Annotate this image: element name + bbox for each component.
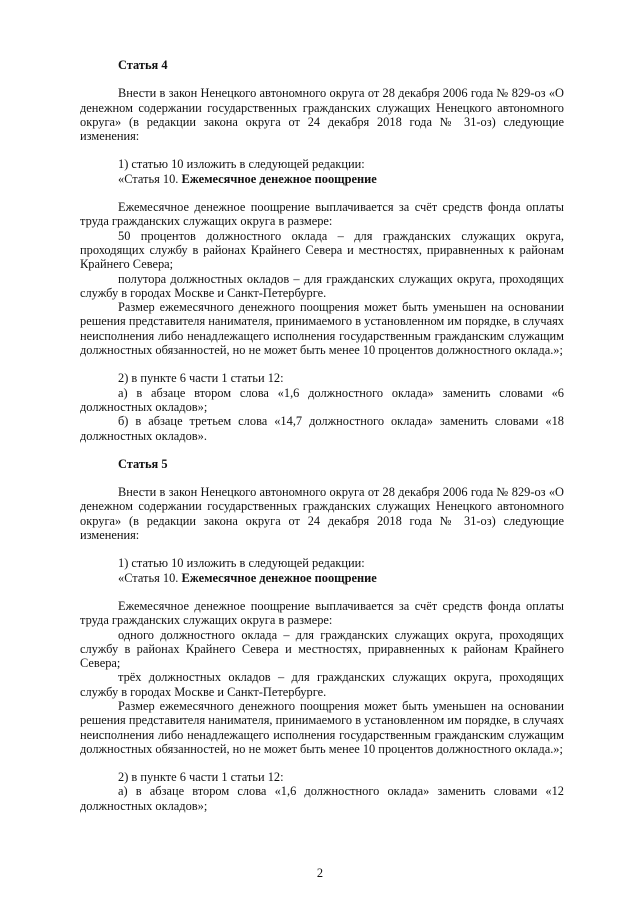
article-5-item-2a: а) в абзаце втором слова «1,6 должностного оклада» заменить словами «12 должностных окладов»; [80,784,564,813]
article-4-paragraph-1: Ежемесячное денежное поощрение выплачивается за счёт средств фонда оплаты труда гражданских служащих округа в размере: [80,200,564,229]
article-4-item-2a: а) в абзаце втором слова «1,6 должностного оклада» заменить словами «6 должностных окладов»; [80,385,564,414]
article-5-paragraph-1: Ежемесячное денежное поощрение выплачивается за счёт средств фонда оплаты труда гражданских служащих округа в размере: [80,598,564,628]
article-4-item-1: 1) статью 10 изложить в следующей редакции: [118,157,365,172]
article-4-title: Статья 4 [118,58,168,72]
article-4-quote-heading [80,172,564,186]
quote-prefix: «Статья 10. [118,171,182,186]
article-4-paragraph-4: Размер ежемесячного денежного поощрения может быть уменьшен на основании решения представителя нанимателя, принимаемого в установленном им порядке, в случаях неисполнения либо ненадлежащего исполнения государственным гражданским служащим должностных обязанностей, но не может быть менее 10 процентов должностного оклада.»; [80,300,564,358]
article-4-intro: Внести в закон Ненецкого автономного округа от 28 декабря 2006 года № 829-оз «О денежном содержании государственных гражданских служащих Ненецкого автономного округа» (в редакции закона округа от 24 декабря 2018 года № 31-оз) следующие изменения: [80,86,564,144]
article-4-paragraph-3: полутора должностных окладов – для гражданских служащих округа, проходящих службу в городах Москве и Санкт-Петербурге. [80,271,564,300]
document-page [80,58,564,813]
article-5-item-2: 2) в пункте 6 части 1 статьи 12: [118,770,284,785]
page-number: 2 [316,866,324,880]
article-4-item-2b: б) в абзаце третьем слова «14,7 должностного оклада» заменить словами «18 должностных окладов». [80,414,564,443]
article-4-paragraph-2: 50 процентов должностного оклада – для гражданских служащих округа, проходящих службу в районах Крайнего Севера и местностях, приравненных к районам Крайнего Севера; [80,228,564,272]
article-5-quote-heading [80,571,564,585]
article-5-item-1: 1) статью 10 изложить в следующей редакции: [118,556,365,571]
article-5-paragraph-2: одного должностного оклада – для гражданских служащих округа, проходящих службу в районах Крайнего Севера и местностях, приравненных к районам Крайнего Севера; [80,627,564,671]
article-5-paragraph-3: трёх должностных окладов – для гражданских служащих округа, проходящих службу в городах Москве и Санкт-Петербурге. [80,670,564,699]
article-5-intro: Внести в закон Ненецкого автономного округа от 28 декабря 2006 года № 829-оз «О денежном содержании государственных гражданских служащих Ненецкого автономного округа» (в редакции закона округа от 24 декабря 2018 года № 31-оз) следующие изменения: [80,485,564,543]
quote-title: Ежемесячное денежное поощрение [181,570,377,585]
article-5-paragraph-4: Размер ежемесячного денежного поощрения может быть уменьшен на основании решения представителя нанимателя, принимаемого в установленном им порядке, в случаях неисполнения либо ненадлежащего исполнения государственным гражданским служащим должностных обязанностей, но не может быть менее 10 процентов должностного оклада.»; [80,698,564,756]
quote-prefix: «Статья 10. [118,570,182,585]
article-4-item-2: 2) в пункте 6 части 1 статьи 12: [118,371,284,386]
quote-title: Ежемесячное денежное поощрение [181,171,377,186]
article-5-title: Статья 5 [118,456,168,471]
